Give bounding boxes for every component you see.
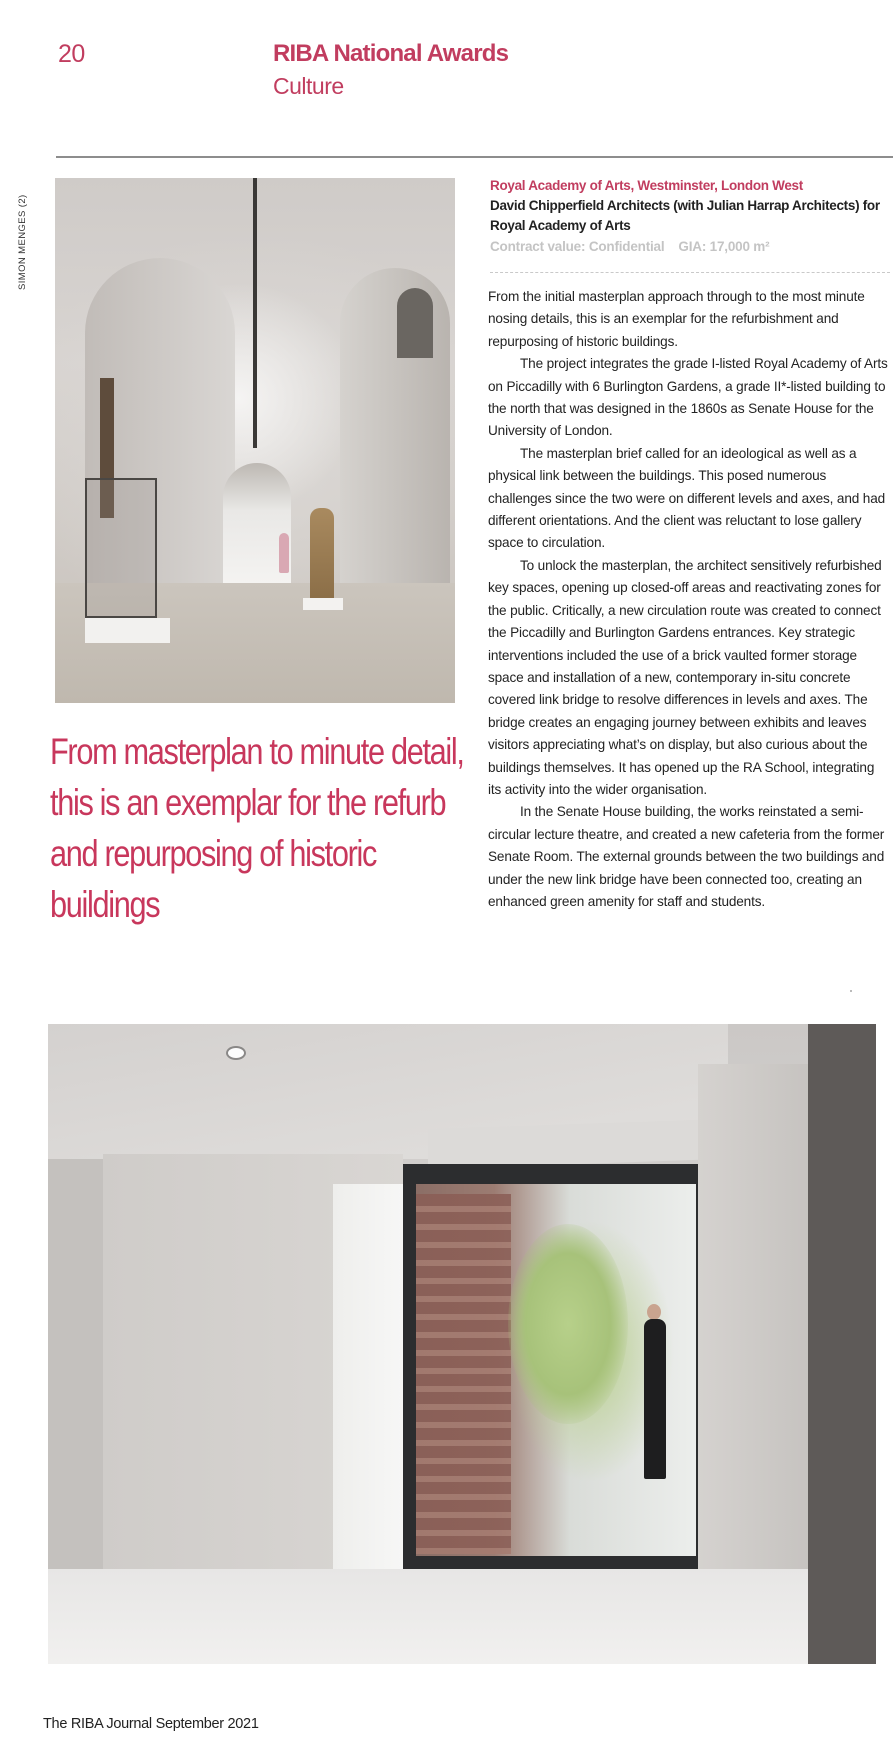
display-plinth [85,618,170,643]
body-paragraph: From the initial masterplan approach through to the most minute nosing details, this is an exemplar for the refurbishment and repurposing of historic buildings. [488,289,865,349]
person-photographing [644,1319,666,1479]
visitor-figure [279,533,289,573]
meta-divider [490,272,890,273]
contract-value: Contract value: Confidential [490,239,665,254]
body-paragraph: The masterplan brief called for an ideological as well as a physical link between the buildings. This posed numerous challenges since the two were on different levels and axes, and had different orientations. And the client was reluctant to lose gallery space to circulation. [488,445,886,551]
concrete-room-photo [48,1024,876,1664]
body-paragraph: To unlock the masterplan, the architect sensitively refurbished key spaces, opening up closed-off areas and reactivating zones for the public. Critically, a new circulation route was created to connect the Piccadilly and Burlington Gardens entrances. Key strategic interventions included the use of a brick vaulted former storage space and installation of a new, contemporary in-situ concrete covered link bridge to resolve differences in levels and axes. The bridge creates an engaging journey between exhibits and leaves visitors appreciating what’s on display, but also curious about the buildings themselves. It has opened up the RA School, integrating its activity into the wider organisation. [488,557,882,797]
project-architect: David Chipperfield Architects (with Julian Harrap Architects) for Royal Academy of Arts [490,198,880,233]
project-stats [490,236,890,258]
person-head [647,1304,661,1320]
gia-value: GIA: 17,000 m² [678,239,770,254]
section-title: RIBA National Awards [273,40,509,67]
header-divider [56,156,893,158]
section-subtitle: Culture [273,73,344,99]
body-paragraph: In the Senate House building, the works reinstated a semi-circular lecture theatre, and created a new cafeteria from the former Senate Room. The external grounds between the two buildings and under the new link bridge have been connected too, creating an enhanced green amenity for staff and students. [488,804,885,909]
room-floor [48,1569,808,1664]
photo-credit: SIMON MENGES (2) [17,194,28,290]
project-meta [490,176,890,258]
body-paragraph: The project integrates the grade I-listed Royal Academy of Arts on Piccadilly with 6 Burlington Gardens, a grade II*-listed building to the north that was designed in the 1860s as Senate House for the University of London. [488,356,888,439]
page-number: 20 [58,40,85,68]
left-wall [48,1159,108,1569]
article-body [488,286,888,913]
dark-column [808,1024,876,1664]
bronze-statue [310,508,334,600]
tree [508,1224,628,1424]
project-location: Royal Academy of Arts, Westminster, London West [490,178,803,193]
lighting-rail [253,178,257,448]
gallery-photo [55,178,455,703]
dark-arch [397,288,433,358]
concrete-pier [333,1184,403,1574]
statue-plinth [303,598,343,610]
right-wall [698,1064,818,1604]
brick-building [416,1194,511,1554]
footer-publication: The RIBA Journal September 2021 [43,1716,259,1732]
pull-quote: From masterplan to minute detail, this is an exemplar for the refurb and repurposing of historic buildings [50,731,464,925]
glass-display-case [85,478,157,618]
end-mark [850,990,852,992]
ceiling-light-icon [228,1048,244,1058]
